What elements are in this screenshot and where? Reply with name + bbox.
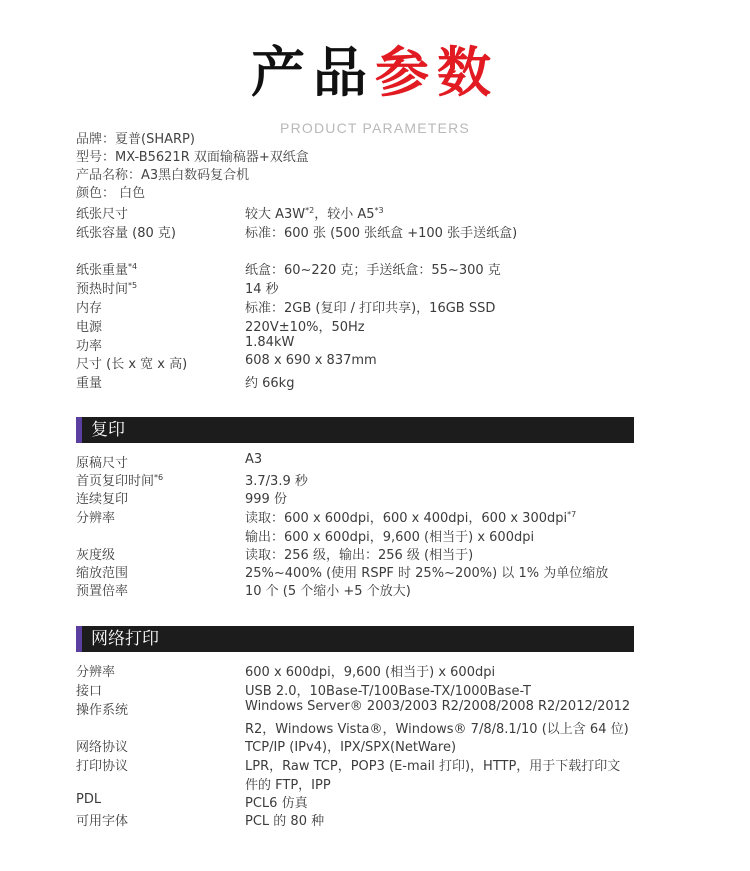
spec-value-text: USB 2.0，10Base-T/100Base-TX/1000Base-T — [245, 684, 531, 699]
spec-label-text: 分辨率 — [76, 511, 116, 526]
spec-label — [76, 259, 137, 278]
spec-value — [245, 297, 495, 316]
footnote-mark: *7 — [567, 510, 577, 519]
footnote-mark: *5 — [128, 281, 138, 290]
spec-value — [245, 810, 324, 829]
spec-value — [245, 353, 377, 372]
footnote-mark: *6 — [154, 473, 164, 482]
spec-label-text: 重量 — [76, 376, 103, 391]
spec-label — [76, 580, 128, 599]
info-brand: 品牌：夏普(SHARP) — [76, 132, 195, 147]
spec-label-text: 灰度级 — [76, 548, 116, 563]
spec-value — [245, 661, 495, 680]
spec-value — [245, 580, 411, 599]
info-model: 型号：MX-B5621R 双面输稿器+双纸盒 — [76, 150, 309, 165]
spec-label — [76, 335, 102, 354]
spec-value-line — [245, 755, 620, 774]
spec-label-text: PDL — [76, 792, 102, 807]
spec-value-line — [245, 680, 531, 699]
spec-value — [245, 316, 365, 335]
spec-label — [76, 661, 115, 680]
spec-value-text: 3.7/3.9 秒 — [245, 474, 308, 489]
spec-value-text: 纸盒：60~220 克；手送纸盒：55~300 克 — [245, 263, 501, 278]
spec-value — [245, 470, 308, 489]
section-accent — [76, 417, 82, 443]
spec-label — [76, 278, 137, 297]
spec-value-line — [245, 544, 473, 563]
spec-value — [245, 278, 279, 297]
spec-label — [76, 810, 128, 829]
title-black-part: 产品 — [251, 41, 375, 104]
spec-value-text: 10 个 (5 个缩小 +5 个放大) — [245, 584, 411, 599]
spec-value-line — [245, 452, 262, 471]
spec-label-text: 预热时间 — [76, 282, 129, 297]
spec-value — [245, 222, 517, 241]
spec-label — [76, 792, 101, 807]
spec-label-text: 接口 — [76, 684, 103, 699]
spec-value-line — [245, 810, 324, 829]
spec-value-line — [245, 222, 517, 241]
spec-value-line — [245, 278, 279, 297]
spec-label — [76, 544, 115, 563]
spec-label-text: 首页复印时间 — [76, 474, 155, 489]
spec-value-text: LPR，Raw TCP，POP3 (E-mail 打印)，HTTP，用于下载打印文 — [245, 759, 621, 774]
spec-label-text: 功率 — [76, 339, 103, 354]
spec-value-text: 25%~400% (使用 RSPF 时 25%~200%) 以 1% 为单位缩放 — [245, 566, 609, 581]
spec-label — [76, 353, 187, 372]
spec-label-text: 缩放范围 — [76, 566, 129, 581]
title-red-part: 参数 — [375, 41, 499, 104]
spec-value — [245, 562, 608, 581]
spec-value — [245, 452, 262, 471]
product-info — [76, 131, 309, 203]
spec-value-text: 件的 FTP，IPP — [245, 778, 331, 793]
spec-value-line — [245, 353, 377, 372]
spec-value-line — [245, 526, 576, 545]
spec-value-text: 999 份 — [245, 492, 287, 507]
spec-value-text: ，较小 A5 — [314, 207, 375, 222]
spec-value-line — [245, 372, 294, 391]
spec-value — [245, 544, 473, 563]
spec-label-text: 分辨率 — [76, 665, 116, 680]
spec-value — [245, 507, 576, 545]
spec-label — [76, 372, 102, 391]
spec-value — [245, 699, 630, 737]
spec-value-line — [245, 297, 495, 316]
spec-value-line — [245, 699, 630, 718]
spec-value-text: 标准：2GB (复印 / 打印共享)，16GB SSD — [245, 301, 496, 316]
spec-label — [76, 470, 163, 489]
spec-value — [245, 680, 531, 699]
spec-value-text: PCL 的 80 种 — [245, 814, 325, 829]
spec-value-text: 读取：600 x 600dpi，600 x 400dpi，600 x 300dpi — [245, 511, 568, 526]
section-bar-network-print — [76, 626, 634, 652]
spec-value — [245, 203, 384, 222]
spec-label — [76, 316, 102, 335]
section-heading-copy: 复印 — [91, 420, 125, 440]
page-subtitle: PRODUCT PARAMETERS — [280, 120, 470, 136]
spec-value — [245, 335, 294, 354]
spec-value-text: R2，Windows Vista®，Windows® 7/8/8.1/10 (以上含 64 位) — [245, 722, 629, 737]
spec-label — [76, 755, 128, 774]
spec-value-line — [245, 203, 384, 222]
spec-label-text: 可用字体 — [76, 814, 129, 829]
spec-value-line — [245, 736, 456, 755]
spec-value — [245, 259, 501, 278]
spec-value-text: 读取：256 级，输出：256 级 (相当于) — [245, 548, 474, 563]
spec-value-text: 约 66kg — [245, 376, 295, 391]
spec-label-text: 尺寸 (长 x 宽 x 高) — [76, 357, 188, 372]
spec-value-line — [245, 562, 608, 581]
spec-label — [76, 507, 115, 526]
info-product-name: 产品名称：A3黑白数码复合机 — [76, 168, 250, 183]
section-heading-network-print: 网络打印 — [91, 629, 159, 649]
spec-value-text: TCP/IP (IPv4)，IPX/SPX(NetWare) — [245, 740, 457, 755]
spec-value — [245, 372, 294, 391]
spec-value-text: 标准：600 张 (500 张纸盒 +100 张手送纸盒) — [245, 226, 518, 241]
spec-label-text: 网络协议 — [76, 740, 129, 755]
spec-value-text: 输出：600 x 600dpi，9,600 (相当于) x 600dpi — [245, 530, 535, 545]
spec-label — [76, 488, 128, 507]
spec-label — [76, 222, 176, 241]
spec-value-text: 1.84kW — [245, 335, 295, 350]
spec-value-line — [245, 774, 620, 793]
spec-value — [245, 488, 287, 507]
spec-value-line — [245, 316, 365, 335]
spec-label-text: 电源 — [76, 320, 103, 335]
spec-label-text: 预置倍率 — [76, 584, 129, 599]
spec-value-line — [245, 335, 294, 354]
spec-value — [245, 736, 456, 755]
spec-value-line — [245, 259, 501, 278]
spec-label-text: 纸张容量 (80 克) — [76, 226, 176, 241]
spec-value-line — [245, 661, 495, 680]
info-color: 颜色： 白色 — [76, 186, 146, 201]
footnote-mark: *2 — [305, 206, 315, 215]
section-accent — [76, 626, 82, 652]
spec-label-text: 纸张尺寸 — [76, 207, 129, 222]
spec-label-text: 纸张重量 — [76, 263, 129, 278]
spec-value-line — [245, 470, 308, 489]
section-bar-copy — [76, 417, 634, 443]
spec-label-text: 连续复印 — [76, 492, 129, 507]
spec-value-text: 608 x 690 x 837mm — [245, 353, 377, 368]
spec-value-text: PCL6 仿真 — [245, 796, 308, 811]
spec-value-line — [245, 580, 411, 599]
spec-value-text: 600 x 600dpi，9,600 (相当于) x 600dpi — [245, 665, 496, 680]
spec-value — [245, 792, 308, 811]
footnote-mark: *3 — [374, 206, 384, 215]
spec-value-text: 较大 A3W — [245, 207, 306, 222]
spec-label — [76, 736, 128, 755]
spec-value-line — [245, 488, 287, 507]
spec-value — [245, 755, 620, 793]
page-title — [0, 38, 750, 108]
spec-value-text: A3 — [245, 452, 263, 467]
spec-label — [76, 680, 102, 699]
spec-label-text: 操作系统 — [76, 703, 129, 718]
spec-value-text: 14 秒 — [245, 282, 279, 297]
spec-value-line — [245, 718, 630, 737]
spec-label — [76, 297, 102, 316]
spec-label-text: 原稿尺寸 — [76, 456, 129, 471]
spec-label — [76, 699, 128, 718]
spec-value-text: 220V±10%，50Hz — [245, 320, 365, 335]
spec-label-text: 内存 — [76, 301, 103, 316]
spec-label — [76, 562, 128, 581]
footnote-mark: *4 — [128, 262, 138, 271]
spec-label-text: 打印协议 — [76, 759, 129, 774]
spec-value-line — [245, 792, 308, 811]
spec-label — [76, 203, 128, 222]
spec-label — [76, 452, 128, 471]
spec-value-line — [245, 507, 576, 526]
spec-value-text: Windows Server® 2003/2003 R2/2008/2008 R2/2012/2012 — [245, 699, 631, 714]
